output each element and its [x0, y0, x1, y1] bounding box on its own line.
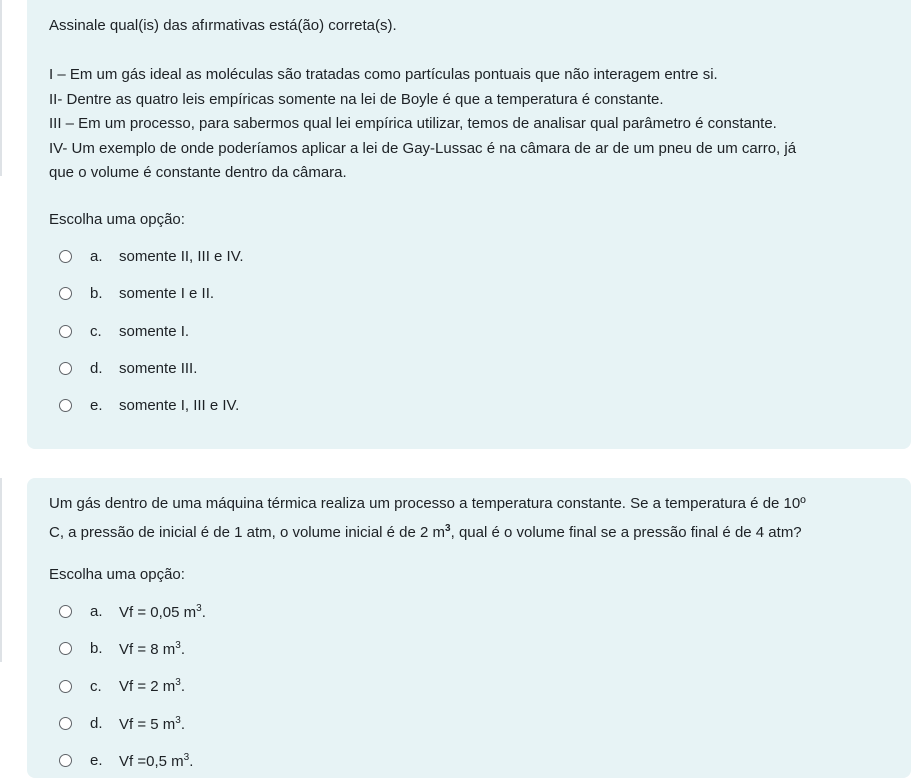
option-letter: d.	[90, 715, 103, 733]
question-2-line-2-a: C, a pressão de inicial é de 1 atm, o volume inicial é de 2 m	[49, 523, 446, 541]
question-1-prompt: Escolha uma opção:	[49, 211, 185, 228]
superscript: 3	[183, 751, 190, 763]
q1-option-a[interactable]	[49, 238, 244, 275]
radio-button[interactable]	[59, 717, 72, 730]
q1-option-c[interactable]	[49, 313, 244, 350]
question-1-statements	[49, 63, 891, 186]
radio-button[interactable]	[59, 605, 72, 618]
radio-button[interactable]	[59, 754, 72, 767]
option-value: Vf = 2 m	[119, 678, 176, 696]
option-text	[119, 677, 185, 695]
option-text: somente II, III e IV.	[119, 248, 244, 266]
question-2-line-2	[49, 517, 891, 546]
question-2-card	[27, 478, 911, 778]
superscript: 3	[196, 602, 202, 614]
question-1-options	[49, 238, 244, 424]
question-2-text	[49, 492, 891, 545]
radio-button[interactable]	[59, 325, 72, 338]
option-value: Vf = 0,05 m	[119, 603, 197, 621]
option-end: .	[180, 715, 186, 733]
option-text: somente I.	[119, 322, 190, 340]
option-value: Vf =0,5 m	[119, 752, 184, 770]
option-value: Vf = 5 m	[119, 715, 176, 733]
option-value: Vf = 8 m	[119, 640, 176, 658]
superscript: 3	[445, 522, 451, 534]
option-letter: e.	[90, 397, 103, 415]
option-letter: a.	[90, 248, 103, 266]
radio-button[interactable]	[59, 287, 72, 300]
radio-button[interactable]	[59, 680, 72, 693]
statement-4: IV- Um exemplo de onde poderíamos aplicar a lei de Gay-Lussac é na câmara de ar de um pneu de um carro, já	[49, 139, 797, 157]
q2-option-c[interactable]	[49, 668, 206, 705]
option-end: .	[180, 640, 186, 658]
statement-3: III – Em um processo, para sabermos qual lei empírica utilizar, temos de analisar qual parâmetro é constante.	[49, 115, 777, 132]
q1-option-e[interactable]	[49, 387, 244, 424]
option-text	[119, 752, 193, 770]
superscript: 3	[175, 677, 181, 689]
option-letter: b.	[90, 285, 103, 303]
option-letter: c.	[90, 322, 102, 340]
option-text	[119, 640, 185, 658]
question-1-instruction: Assinale qual(is) das afırmativas está(ão) correta(s).	[49, 17, 397, 34]
option-letter: d.	[90, 360, 103, 378]
option-letter: e.	[90, 752, 103, 770]
question-1-card	[27, 0, 911, 449]
q2-option-a[interactable]	[49, 593, 206, 630]
option-letter: b.	[90, 640, 103, 658]
q2-option-e[interactable]	[49, 742, 206, 779]
statement-1: I – Em um gás ideal as moléculas são tratadas como partículas pontuais que não interagem entre si.	[49, 66, 718, 83]
radio-button[interactable]	[59, 642, 72, 655]
option-letter: a.	[90, 603, 103, 621]
question-2-line-1: Um gás dentro de uma máquina térmica realiza um processo a temperatura constante. Se a temperatura é de 10º	[49, 495, 806, 512]
option-text: somente I e II.	[119, 285, 215, 303]
q1-option-b[interactable]	[49, 275, 244, 312]
option-text: somente I, III e IV.	[119, 397, 240, 415]
radio-button[interactable]	[59, 250, 72, 263]
question-2-prompt: Escolha uma opção:	[49, 566, 185, 583]
q2-option-d[interactable]	[49, 705, 206, 742]
superscript: 3	[175, 714, 181, 726]
statement-2: II- Dentre as quatro leis empíricas somente na lei de Boyle é que a temperatura é constante.	[49, 90, 664, 108]
option-text	[119, 603, 206, 621]
option-text	[119, 715, 185, 733]
q2-option-b[interactable]	[49, 630, 206, 667]
superscript: 3	[175, 639, 181, 651]
option-end: .	[189, 752, 194, 770]
option-end: .	[201, 603, 206, 621]
option-text: somente III.	[119, 360, 198, 378]
q1-option-d[interactable]	[49, 350, 244, 387]
radio-button[interactable]	[59, 399, 72, 412]
question-2-options	[49, 593, 206, 779]
question-2-line-2-b: , qual é o volume final se a pressão final é de 4 atm?	[450, 523, 802, 541]
left-border-q2	[0, 478, 2, 662]
left-border-q1	[0, 0, 2, 176]
option-end: .	[180, 678, 186, 696]
option-letter: c.	[90, 677, 102, 695]
radio-button[interactable]	[59, 362, 72, 375]
statement-4-cont: que o volume é constante dentro da câmara.	[49, 164, 347, 181]
